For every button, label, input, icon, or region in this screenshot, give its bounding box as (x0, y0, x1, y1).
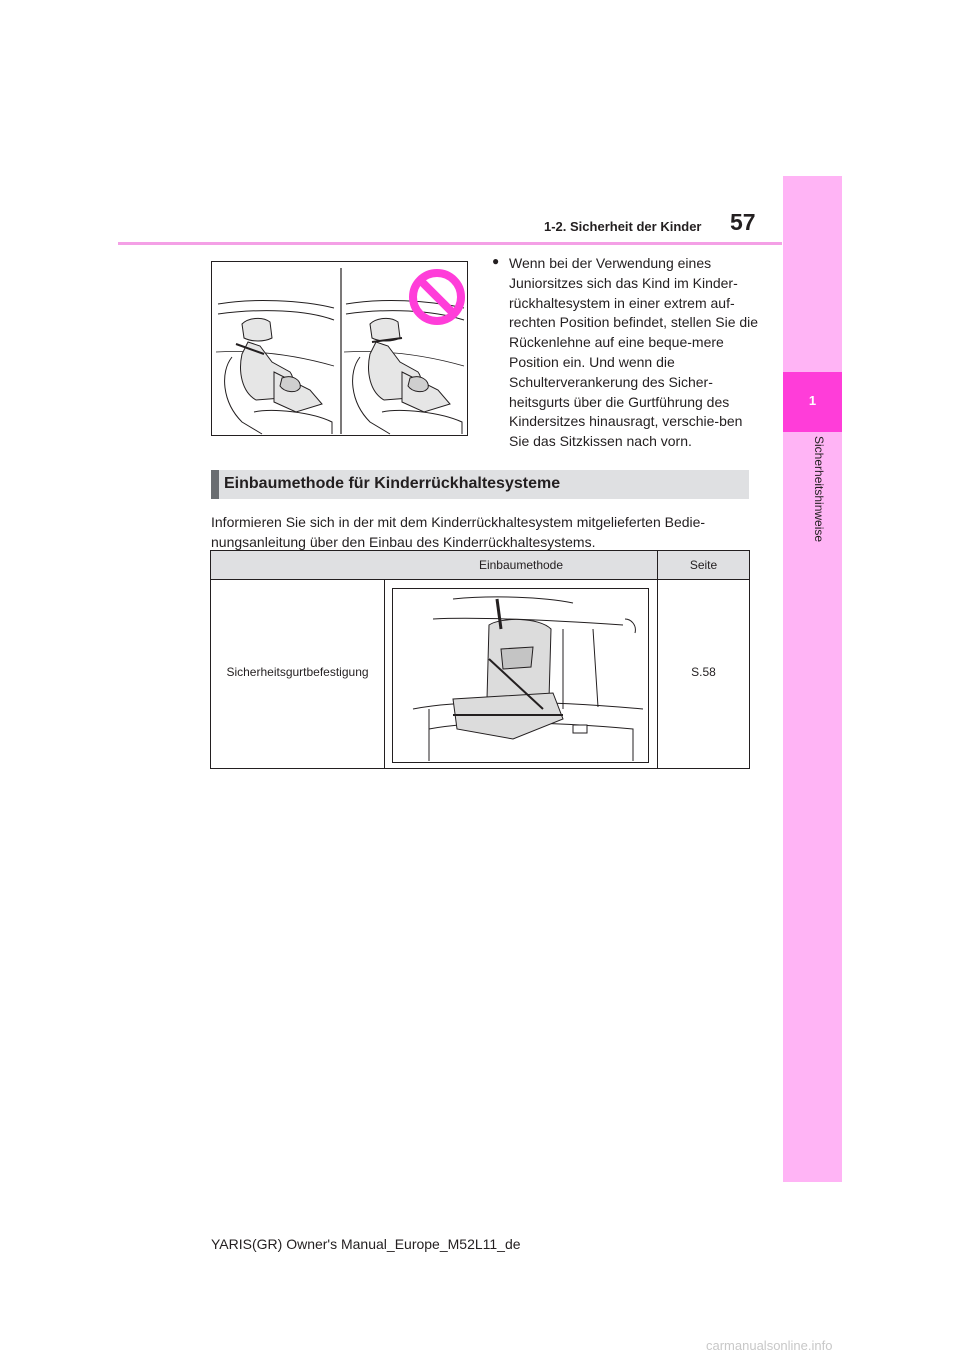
intro-paragraph: Informieren Sie sich in der mit dem Kinderrückhaltesystem mitgelieferten Bedie-nungsanleitung über den Einbau des Kinderrückhaltesystems. (211, 514, 706, 550)
section-heading: Einbaumethode für Kinderrückhaltesysteme (224, 475, 561, 492)
child-seat-illustration (212, 262, 467, 435)
seatbelt-installation-figure (392, 588, 649, 763)
bullet-icon: ● (492, 254, 500, 268)
section-title: 1-2. Sicherheit der Kinder (544, 219, 702, 234)
section-heading-bar (211, 470, 219, 499)
child-seat-figure (211, 261, 468, 436)
chapter-label-text: Sicherheitshinweise (812, 436, 826, 543)
table-divider (657, 551, 658, 769)
table-header-method: Einbaumethode (478, 558, 564, 572)
bullet-paragraph: Wenn bei der Verwendung eines Juniorsitzes sich das Kind im Kinder-rückhaltesystem in einer extrem auf-rechten Position befindet, stellen Sie die Rückenlehne auf eine beque-mere Position ein. Und wenn die Schulterverankerung des Sicher-heitsgurts über die Gurtführung des Kindersitzes hinausragt, verschie-ben Sie das Sitzkissen nach vorn. (509, 255, 759, 450)
chapter-label (812, 436, 826, 566)
table-header-page: Seite (689, 558, 718, 572)
chapter-number: 1 (808, 393, 817, 408)
header-rule (118, 242, 782, 245)
seatbelt-installation-illustration (393, 589, 648, 762)
watermark[interactable]: carmanualsonline.info (706, 1338, 833, 1353)
table-cell-page[interactable]: S.58 (691, 665, 716, 679)
footer-text: YARIS(GR) Owner's Manual_Europe_M52L11_de (211, 1236, 521, 1252)
table-cell-method: Sicherheitsgurtbefestigung (226, 665, 369, 679)
chapter-tab-strip (783, 176, 842, 1182)
table-divider (384, 579, 385, 769)
page-number: 57 (730, 209, 756, 235)
